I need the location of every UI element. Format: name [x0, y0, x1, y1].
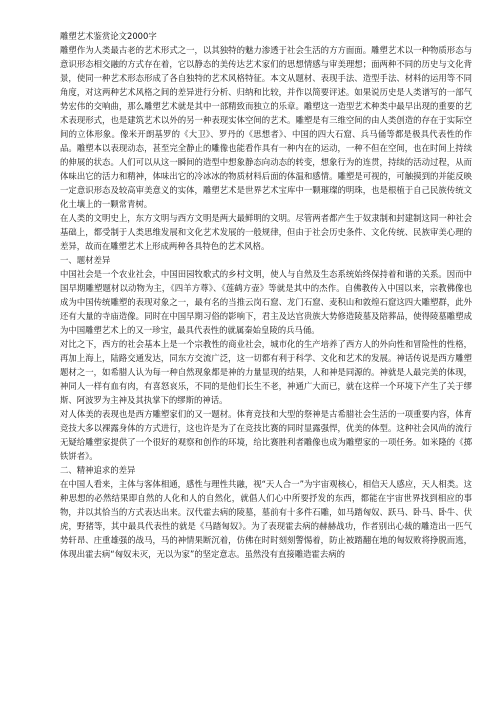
document-title: 雕塑艺术鉴赏论文2000字	[60, 31, 157, 41]
paragraph-intro: 雕塑作为人类最古老的艺术形式之一，以其独特的魅力渗透于社会生活的方方面面。雕塑艺术以一种物质形态与意识形态相交融的方式存在着，它以静态的美传达艺术家们的思想情感与审美理想；面两种不同的历史与文化背景，使同一种艺术形态形成了各自独特的艺术风格特征。本文从题材、表现手法、造型手法、材料的运用等不同角度，对这两种艺术风格之间的差异进行分析、归纳和比较，并作以简要评述。如果说历史是人类谱写的一部气势宏伟的交响曲，那么雕塑艺术就是其中一部精致而独立的乐章。雕塑这一造型艺术种类中最早出现的重要的艺术表现形式，也是建筑艺术以外的另一种表现实体空间的艺术。雕塑是有三维空间的由人类创造的存在于实际空间的立体形象。像米开朗基罗的《大卫》、罗丹的《思想者》、中国的四大石窟、兵马俑等都是极具代表性的作品。雕塑本以表现动态，甚至完全静止的雕像也能看作具有一种内在的运动，一种不但在空间，也在时间上持续的伸展的状态。人们可以从这一瞬间的造型中想象静态向动态的转变，想象行为的连贯，持续的活动过程，从而体味出它的活力和精神，体味出它的冷冰冰的物质材料后面的体温和感情。雕塑是可视的，可触摸到的并能反映一定意识形态及较高审美意义的实体，雕塑艺术是世界艺术宝库中一颗璀璨的明珠，也是根植于自己民族传统文化土壤上的一颗常青树。	[60, 45, 472, 209]
paragraph-china-subject: 中国社会是一个农业社会，中国田园牧歌式的乡村文明，使人与自然及生态系统始终保持着和谐的关系。因而中国早期雕塑题材以动物为主，《四羊方尊》、《莲鹤方壶》等就是其中的杰作。自佛教传入中国以来，宗教佛像也成为中国传统雕塑的表现对象之一，最有名的当推云岗石窟、龙门石窟、麦积山和敦煌石窟这四大雕塑群，此外还有大量的寺庙造像。同时在中国早期习俗的影响下，君主及达官贵族大势修造陵墓及陪葬品，使得陵墓雕塑成为中国雕塑艺术上的又一珍宝，最具代表性的就属秦始皇陵的兵马俑。	[60, 269, 472, 335]
section-heading-subject: 一、题材差异	[60, 255, 111, 265]
paragraph-human-body: 对人体美的表现也是西方雕塑家们的又一题材。体育竞技和大型的祭神是古希腊社会生活的一项重要内容，体育竞技大多以裸露身体的方式进行，这也许是为了在竞技比赛的同时显露强悍，优美的体型。这种社会风尚的流行无疑给雕塑家提供了一个很好的观察和创作的环境，给比赛胜利者雕像也成为雕塑家的一项任务。如米隆的《掷铁饼者》。	[60, 409, 472, 461]
section-heading-spirit: 二、精神追求的差异	[60, 465, 136, 475]
paragraph-spirit: 在中国人看来，主体与客体相通，感性与理性共融，视“天人合一”为宇宙观核心，相信天人感应，天人相类。这种思想的必然结果即自然的人化和人的自然化，就倡人们心中所要抒发的东西，都能在宇宙世界找到相应的事物，并以其恰当的方式表达出来。汉代霍去病的陵墓，墓前有十多件石雕，如马踏匈奴、跃马、卧马、卧牛、伏虎，野猪等，其中最具代表性的就是《马踏匈奴》。为了表现霍去病的赫赫战功，作者别出心裁的雕造出一匹气势轩昂、庄重雄强的战马，马的神情果断沉着，仿佛在时时刻刻警惕着，防止被踏翻在地的匈奴败将挣脱而逃，体现出霍去病“匈奴未灭，无以为家”的坚定意志。虽然没有直接雕造霍去病的	[60, 479, 472, 559]
paragraph-civilizations: 在人类的文明史上，东方文明与西方文明是两大最鲜明的文明。尽管两者都产生于奴隶制和封建制这同一种社会基础上，都受制于人类思维发展和文化艺术发展的一般规律，但由于社会历史条件、文化传统、民族审美心理的差异，故而在雕塑艺术上形成两种各具特色的艺术风格。	[60, 213, 472, 251]
paragraph-west-subject: 对比之下，西方的社会基本上是一个宗教性的商业社会，城市化的生产培养了西方人的外向性和冒险性的性格，再加上海上，陆路交通发达，同东方交流广泛，这一切都有利于科学、文化和艺术的发展。神话传说是西方雕塑题材之一，如希腊人认为每一种自然现象都是神的力量显现的结果，人和神是同源的。神就是人最完美的体现，神同人一样有血有肉，有喜怒哀乐，不同的是他们长生不老，神通广大而已，就在这样一个环境下产生了关于缪斯、阿波罗为主神及其执掌下的缪斯的神话。	[60, 339, 472, 405]
